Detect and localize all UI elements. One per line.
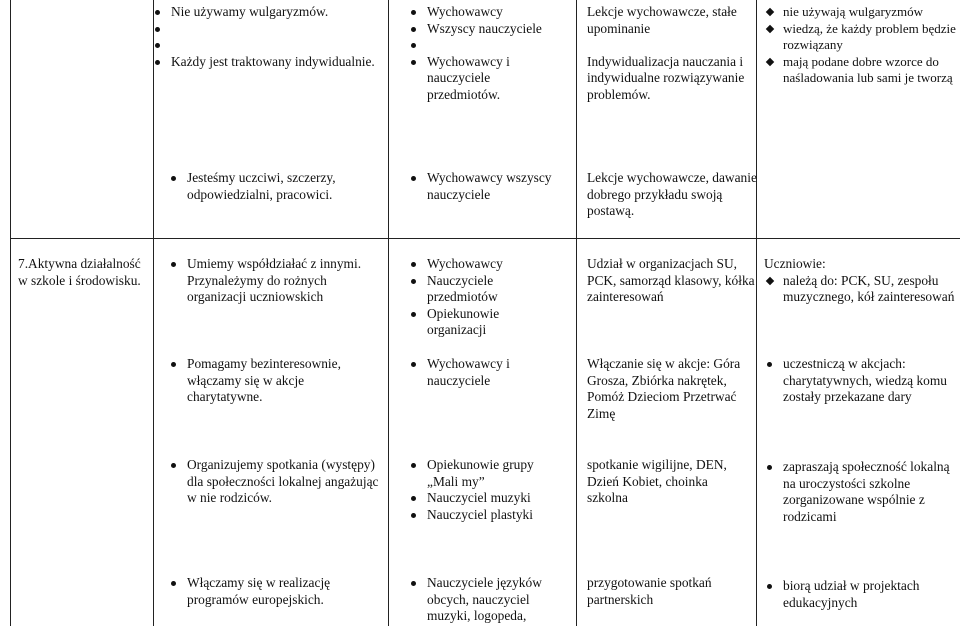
values-cell: [171, 4, 381, 70]
spacer: [171, 21, 381, 38]
column-border: [388, 0, 389, 626]
spacer: [171, 37, 381, 54]
spacer: [427, 37, 572, 54]
list-item: Nauczyciele przedmiotów: [427, 273, 527, 306]
spacer: [587, 37, 752, 54]
list-item: wiedzą, że każdy problem będzie rozwiązany: [783, 21, 960, 54]
form-text: przygotowanie spotkań partnerskich: [587, 575, 712, 607]
list-item: Organizujemy spotkania (występy) dla społeczności lokalnej angażując w nie rodziców.: [187, 457, 387, 507]
list-item: Opiekunowie grupy „Mali my”: [427, 457, 547, 490]
list-item: Wychowawcy i nauczyciele: [427, 356, 547, 389]
effects-cell: [783, 4, 960, 87]
who-cell: [427, 575, 562, 625]
forms-cell: [587, 356, 757, 422]
effects-cell: [764, 256, 960, 306]
form-text: Udział w organizacjach SU, PCK, samorząd klasowy, kółka zainteresowań: [587, 256, 755, 305]
list-item: Pomagamy bezinteresownie, włączamy się w akcje charytatywne.: [187, 356, 382, 406]
who-cell: [427, 356, 547, 389]
list-item: Wychowawcy: [427, 4, 572, 21]
values-cell: [187, 170, 382, 203]
column-border: [756, 0, 757, 626]
forms-cell: [587, 457, 747, 507]
list-item: Wychowawcy i nauczyciele przedmiotów.: [427, 54, 537, 104]
list-item: Wychowawcy: [427, 256, 557, 273]
list-item: Opiekunowie organizacji: [427, 306, 527, 339]
forms-cell: [587, 575, 737, 608]
list-item: mają podane dobre wzorce do naśladowania lub sami je tworzą: [783, 54, 960, 87]
list-item: Nauczyciele języków obcych, nauczyciel muzyki, logopeda,: [427, 575, 562, 625]
list-item: Każdy jest traktowany indywidualnie.: [171, 54, 381, 71]
form-text: spotkanie wigilijne, DEN, Dzień Kobiet, choinka szkolna: [587, 457, 727, 506]
list-item: Jesteśmy uczciwi, szczerzy, odpowiedzialni, pracowici.: [187, 170, 382, 203]
column-border: [153, 0, 154, 626]
list-item: Umiemy współdziałać z innymi. Przynależymy do rożnych organizacji uczniowskich: [187, 256, 382, 306]
forms-cell: [587, 4, 752, 104]
list-item: Wychowawcy wszyscy nauczyciele: [427, 170, 567, 203]
form-text: Indywidualizacja nauczania i indywidualne rozwiązywanie problemów.: [587, 53, 745, 102]
effects-cell: [783, 459, 953, 525]
list-item: uczestniczą w akcjach: charytatywnych, wiedzą komu zostały przekazane dary: [783, 356, 953, 406]
who-cell: [427, 4, 572, 104]
column-border: [576, 0, 577, 626]
list-item: zapraszają społeczność lokalną na uroczystości szkolne zorganizowane wspólnie z rodzicami: [783, 459, 953, 525]
area-title: 7.Aktywna działalność w szkole i środowisku.: [18, 256, 141, 288]
values-cell: [187, 457, 387, 507]
forms-cell: [587, 256, 755, 306]
effects-intro: Uczniowie:: [764, 256, 826, 271]
values-cell: [187, 356, 382, 406]
list-item: Nie używamy wulgaryzmów.: [171, 4, 381, 21]
list-item: nie używają wulgaryzmów: [783, 4, 960, 21]
list-item: należą do: PCK, SU, zespołu muzycznego, kół zainteresowań: [783, 273, 960, 306]
who-cell: [427, 170, 567, 203]
column-border: [10, 0, 11, 626]
area-cell: [18, 256, 150, 289]
list-item: biorą udział w projektach edukacyjnych: [783, 578, 953, 611]
list-item: Nauczyciel muzyki: [427, 490, 572, 507]
effects-cell: [783, 356, 953, 406]
form-text: Lekcje wychowawcze, dawanie dobrego przykładu swoją postawą.: [587, 170, 757, 219]
list-item: Wszyscy nauczyciele: [427, 21, 572, 38]
effects-cell: [783, 578, 953, 611]
row-border: [10, 238, 960, 239]
form-text: Włączanie się w akcje: Góra Grosza, Zbiórka nakrętek, Pomóż Dzieciom Przetrwać Zimę: [587, 356, 741, 421]
who-cell: [427, 256, 557, 339]
list-item: Nauczyciel plastyki: [427, 507, 572, 524]
form-text: Lekcje wychowawcze, stałe upominanie: [587, 4, 737, 36]
values-cell: [187, 256, 382, 306]
forms-cell: [587, 170, 757, 220]
list-item: Włączamy się w realizację programów europejskich.: [187, 575, 382, 608]
values-cell: [187, 575, 382, 608]
who-cell: [427, 457, 572, 523]
